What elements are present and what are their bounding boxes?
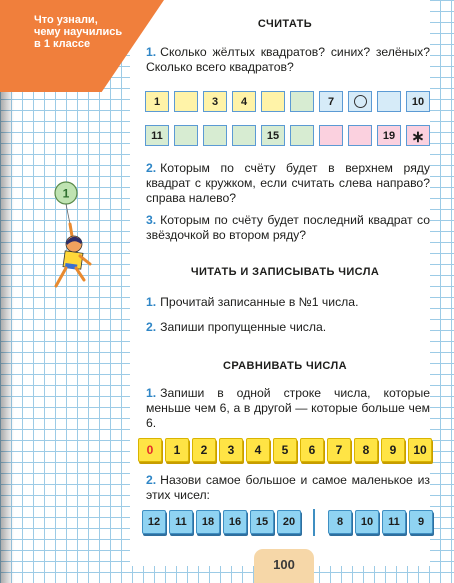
section-title-count: СЧИТАТЬ	[257, 18, 313, 30]
number-set-b	[328, 510, 436, 534]
set-divider	[313, 509, 315, 536]
task-number: 1.	[146, 295, 157, 309]
number-card: 7	[327, 438, 351, 462]
number-card: 16	[223, 510, 247, 534]
square-cell: 19	[377, 125, 401, 146]
square-cell: 15	[261, 125, 285, 146]
number-card: 12	[142, 510, 166, 534]
square-cell: 3	[203, 91, 227, 112]
number-card: 9	[381, 438, 405, 462]
task-count-1	[146, 45, 430, 75]
page-number-tab	[254, 549, 314, 583]
page-number: 100	[273, 557, 295, 572]
square-cell: 1	[145, 91, 169, 112]
square-cell	[348, 125, 372, 146]
task-count-2	[146, 161, 430, 206]
number-card: 10	[355, 510, 379, 534]
task-number: 1.	[146, 386, 157, 400]
task-read-2	[146, 320, 430, 335]
square-cell	[261, 91, 285, 112]
task-text: Которым по счёту будет последний квадрат со звёздочкой во втором ряду?	[146, 213, 430, 242]
number-card: 15	[250, 510, 274, 534]
square-cell: 11	[145, 125, 169, 146]
square-cell	[174, 91, 198, 112]
section-title-compare: СРАВНИВАТЬ ЧИСЛА	[223, 360, 347, 372]
square-cell	[348, 91, 372, 112]
number-card: 11	[382, 510, 406, 534]
number-card: 10	[408, 438, 432, 462]
star-icon: ∗	[411, 128, 425, 146]
number-card: 5	[273, 438, 297, 462]
number-card: 18	[196, 510, 220, 534]
number-cards-row	[138, 438, 435, 462]
task-compare-2	[146, 473, 430, 503]
section-title-read-write: ЧИТАТЬ И ЗАПИСЫВАТЬ ЧИСЛА	[190, 266, 380, 278]
task-number: 2.	[146, 320, 157, 334]
number-card: 0	[138, 438, 162, 462]
square-cell: 10	[406, 91, 430, 112]
number-set-a	[142, 510, 304, 534]
number-card: 8	[328, 510, 352, 534]
number-card: 2	[192, 438, 216, 462]
task-text: Запиши в одной строке числа, которые меньше чем 6, а в другой — которые больше чем 6.	[146, 386, 430, 430]
square-cell	[319, 125, 343, 146]
squares-row-bottom	[145, 125, 435, 146]
task-number: 2.	[146, 161, 157, 175]
circle-icon	[354, 95, 367, 108]
square-cell	[377, 91, 401, 112]
square-cell	[290, 125, 314, 146]
number-card: 20	[277, 510, 301, 534]
task-read-1	[146, 295, 430, 310]
number-card: 1	[165, 438, 189, 462]
task-text: Прочитай записанные в №1 числа.	[160, 295, 359, 309]
number-card: 3	[219, 438, 243, 462]
square-cell	[232, 125, 256, 146]
balloon-boy-illustration	[44, 178, 104, 298]
number-card: 11	[169, 510, 193, 534]
square-cell: 7	[319, 91, 343, 112]
squares-row-top	[145, 91, 435, 112]
task-number: 2.	[146, 473, 157, 487]
number-card: 4	[246, 438, 270, 462]
task-number: 1.	[146, 45, 157, 59]
task-compare-1	[146, 386, 430, 431]
task-text: Назови самое большое и самое маленькое из этих чисел:	[146, 473, 430, 502]
task-text: Запиши пропущенные числа.	[160, 320, 327, 334]
balloon-number: 1	[62, 186, 70, 201]
square-cell	[203, 125, 227, 146]
square-cell: 4	[232, 91, 256, 112]
square-cell	[290, 91, 314, 112]
corner-note: Что узнали, чему научились в 1 классе	[34, 14, 123, 50]
task-number: 3.	[146, 213, 157, 227]
number-card: 8	[354, 438, 378, 462]
task-text: Которым по счёту будет в верхнем ряду квадрат с кружком, если считать слева направо? справа налево?	[146, 161, 430, 205]
number-card: 9	[409, 510, 433, 534]
task-count-3	[146, 213, 430, 243]
number-card: 6	[300, 438, 324, 462]
square-cell	[406, 125, 430, 146]
task-text: Сколько жёлтых квадратов? синих? зелёных? Сколько всего квадратов?	[146, 45, 430, 74]
square-cell	[174, 125, 198, 146]
